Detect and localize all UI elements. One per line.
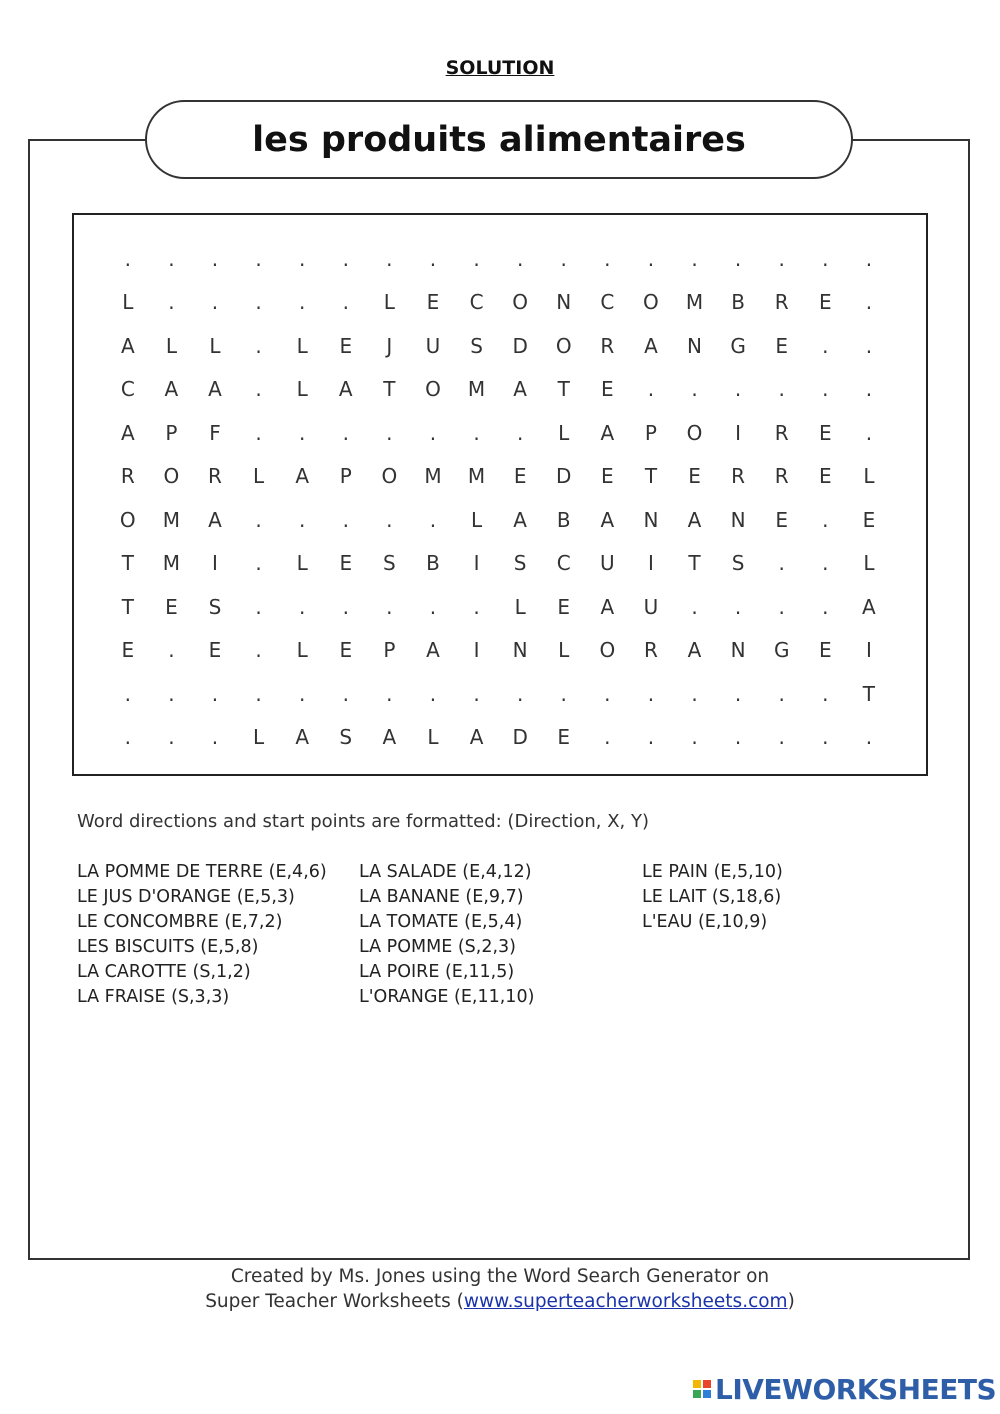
grid-cell: A xyxy=(295,464,310,489)
grid-cell: P xyxy=(339,464,352,489)
logo-block xyxy=(693,1380,701,1388)
word-entry: L'EAU (E,10,9) xyxy=(642,912,768,932)
grid-cell: L xyxy=(863,551,875,576)
grid-cell: . xyxy=(647,377,655,402)
word-entry: LA POMME (S,2,3) xyxy=(359,937,516,957)
grid-cell: C xyxy=(556,551,571,576)
grid-cell: . xyxy=(255,290,262,315)
grid-cell: . xyxy=(211,681,219,706)
grid-cell: . xyxy=(691,246,698,271)
grid-cell: R xyxy=(643,638,658,663)
grid-cell: . xyxy=(865,725,873,750)
grid-cell: . xyxy=(778,594,785,619)
grid-cell: A xyxy=(600,507,615,532)
grid-cell: I xyxy=(473,551,480,576)
word-list-column-2 xyxy=(359,860,534,1010)
grid-cell: S xyxy=(383,551,396,576)
grid-cell: E xyxy=(775,333,789,358)
grid-cell: L xyxy=(558,638,570,663)
word-entry: LA POIRE (E,11,5) xyxy=(359,962,515,982)
grid-cell: L xyxy=(514,594,526,619)
grid-cell: . xyxy=(734,246,742,271)
grid-cell: L xyxy=(558,420,570,445)
grid-cell: B xyxy=(731,290,745,315)
grid-cell: O xyxy=(381,464,398,489)
grid-cell: . xyxy=(516,420,524,445)
superteacher-link[interactable]: www.superteacherworksheets.com xyxy=(463,1291,788,1312)
word-entry: LA FRAISE (S,3,3) xyxy=(77,987,230,1007)
grid-cell: . xyxy=(822,551,829,576)
grid-cell: . xyxy=(778,551,785,576)
grid-cell: . xyxy=(429,507,437,532)
grid-cell: I xyxy=(865,638,872,663)
grid-cell: L xyxy=(296,377,308,402)
grid-cell: . xyxy=(822,333,829,358)
worksheet-title: les produits alimentaires xyxy=(145,100,853,179)
grid-cell: L xyxy=(165,333,177,358)
grid-cell: . xyxy=(255,377,262,402)
grid-cell: E xyxy=(601,377,614,402)
grid-cell: . xyxy=(386,507,393,532)
grid-cell: A xyxy=(469,725,484,750)
grid-cell: . xyxy=(386,246,393,271)
grid-cell: . xyxy=(342,290,349,315)
grid-cell: D xyxy=(512,725,528,750)
grid-cell: . xyxy=(342,594,349,619)
grid-cell: . xyxy=(255,507,262,532)
word-entry: LE JUS D'ORANGE (E,5,3) xyxy=(77,887,295,907)
grid-cell: . xyxy=(429,246,437,271)
solution-heading: SOLUTION xyxy=(445,57,555,79)
word-list-column-1 xyxy=(77,860,327,1010)
grid-cell: . xyxy=(604,246,611,271)
grid-cell: E xyxy=(557,725,571,750)
grid-cell: I xyxy=(735,420,742,445)
grid-cell: R xyxy=(774,290,789,315)
grid-cell: . xyxy=(691,594,698,619)
grid-cell: O xyxy=(555,333,572,358)
logo-block xyxy=(703,1390,711,1398)
grid-cell: S xyxy=(731,551,745,576)
word-entry: L'ORANGE (E,11,10) xyxy=(359,987,535,1007)
grid-cell: . xyxy=(691,377,698,402)
grid-cell: I xyxy=(212,551,218,576)
grid-cell: . xyxy=(255,594,262,619)
grid-cell: . xyxy=(516,681,524,706)
grid-cell: . xyxy=(604,725,611,750)
grid-cell: . xyxy=(255,246,262,271)
grid-cell: L xyxy=(296,333,308,358)
grid-cell: N xyxy=(687,333,702,358)
grid-cell: . xyxy=(342,246,349,271)
grid-cell: . xyxy=(865,333,873,358)
grid-cell: C xyxy=(469,290,484,315)
grid-cell: . xyxy=(168,638,175,663)
grid-cell: T xyxy=(121,594,134,619)
credit-prefix: Super Teacher Worksheets ( xyxy=(205,1291,464,1312)
grid-cell: E xyxy=(775,507,789,532)
grid-cell: L xyxy=(296,551,308,576)
grid-cell: I xyxy=(473,638,480,663)
grid-cell: O xyxy=(686,420,703,445)
grid-cell: E xyxy=(426,290,440,315)
grid-cell: N xyxy=(556,290,572,315)
grid-cell: U xyxy=(643,594,659,619)
grid-cell: E xyxy=(862,507,876,532)
grid-cell: . xyxy=(560,246,567,271)
grid-cell: M xyxy=(162,551,181,576)
grid-cell: S xyxy=(470,333,483,358)
word-entry: LA TOMATE (E,5,4) xyxy=(359,912,523,932)
grid-cell: . xyxy=(734,377,742,402)
grid-cell: L xyxy=(296,638,308,663)
grid-cell: . xyxy=(298,420,306,445)
grid-cell: M xyxy=(467,377,486,402)
word-entry: LA POMME DE TERRE (E,4,6) xyxy=(77,862,327,882)
grid-cell: R xyxy=(120,464,135,489)
grid-cell: M xyxy=(162,507,181,532)
grid-cell: . xyxy=(473,681,480,706)
grid-cell: L xyxy=(470,507,483,532)
word-entry: LA BANANE (E,9,7) xyxy=(359,887,524,907)
grid-cell: E xyxy=(818,638,832,663)
word-entry: LA CAROTTE (S,1,2) xyxy=(77,962,251,982)
grid-cell: . xyxy=(865,420,873,445)
grid-cell: . xyxy=(647,725,655,750)
grid-cell: N xyxy=(643,507,659,532)
grid-cell: T xyxy=(121,551,134,576)
grid-cell: E xyxy=(165,594,178,619)
grid-cell: A xyxy=(513,377,527,402)
grid-cell: M xyxy=(467,464,486,489)
grid-cell: . xyxy=(822,246,829,271)
grid-cell: N xyxy=(512,638,528,663)
grid-cell: L xyxy=(863,464,875,489)
grid-cell: U xyxy=(600,551,615,576)
grid-cell: A xyxy=(862,594,876,619)
grid-cell: . xyxy=(734,725,742,750)
grid-cell: . xyxy=(298,681,306,706)
grid-cell: R xyxy=(731,464,746,489)
grid-cell: . xyxy=(429,594,437,619)
grid-cell: A xyxy=(295,725,310,750)
grid-cell: P xyxy=(165,420,178,445)
word-entry: LE LAIT (S,18,6) xyxy=(642,887,782,907)
grid-cell: O xyxy=(425,377,441,402)
grid-cell: M xyxy=(685,290,704,315)
grid-cell: E xyxy=(121,638,135,663)
credit-line-2 xyxy=(0,1289,1000,1314)
grid-cell: . xyxy=(778,246,785,271)
grid-cell: M xyxy=(424,464,442,489)
grid-cell: . xyxy=(386,681,393,706)
grid-cell: A xyxy=(208,377,222,402)
credit-footer xyxy=(0,1264,1000,1314)
grid-cell: A xyxy=(338,377,353,402)
grid-cell: . xyxy=(734,681,742,706)
grid-cell: E xyxy=(339,333,353,358)
grid-cell: A xyxy=(164,377,179,402)
word-entry: LA SALADE (E,4,12) xyxy=(359,862,532,882)
grid-cell: . xyxy=(473,246,480,271)
grid-cell: F xyxy=(209,420,221,445)
grid-cell: O xyxy=(599,638,616,663)
grid-cell: . xyxy=(124,246,131,271)
grid-cell: . xyxy=(255,551,262,576)
logo-blocks-icon xyxy=(693,1380,711,1398)
grid-cell: . xyxy=(429,681,437,706)
grid-cell: A xyxy=(687,507,702,532)
grid-cell: S xyxy=(208,594,222,619)
grid-cell: O xyxy=(119,507,136,532)
grid-cell: C xyxy=(600,290,615,315)
grid-cell: A xyxy=(687,638,702,663)
grid-cell: . xyxy=(778,681,785,706)
word-entry: LE PAIN (E,5,10) xyxy=(642,862,783,882)
grid-cell: . xyxy=(255,638,262,663)
grid-cell: P xyxy=(383,638,396,663)
grid-cell: . xyxy=(168,290,175,315)
grid-cell: E xyxy=(818,464,832,489)
grid-cell: J xyxy=(386,333,393,358)
grid-cell: . xyxy=(342,507,349,532)
grid-cell: . xyxy=(822,507,829,532)
grid-cell: . xyxy=(865,290,873,315)
word-search-box xyxy=(72,213,928,776)
logo-text: LIVEWORKSHEETS xyxy=(715,1372,997,1406)
grid-cell: . xyxy=(211,246,219,271)
grid-cell: G xyxy=(773,638,790,663)
grid-cell: A xyxy=(120,420,135,445)
grid-cell: . xyxy=(865,246,873,271)
grid-cell: L xyxy=(122,290,134,315)
grid-cell: . xyxy=(734,594,742,619)
grid-cell: . xyxy=(298,246,306,271)
grid-cell: . xyxy=(647,246,655,271)
grid-cell: . xyxy=(778,725,785,750)
grid-cell: T xyxy=(383,377,396,402)
grid-cell: B xyxy=(426,551,440,576)
grid-cell: . xyxy=(560,681,567,706)
grid-cell: R xyxy=(600,333,615,358)
grid-cell: G xyxy=(730,333,746,358)
grid-cell: . xyxy=(211,290,219,315)
grid-cell: E xyxy=(513,464,527,489)
grid-cell: E xyxy=(818,420,832,445)
grid-cell: . xyxy=(778,377,785,402)
grid-cell: . xyxy=(822,681,829,706)
grid-cell: . xyxy=(342,681,349,706)
grid-cell: A xyxy=(600,594,615,619)
grid-cell: S xyxy=(513,551,527,576)
grid-cell: T xyxy=(557,377,570,402)
instructions-text: Word directions and start points are formatted: (Direction, X, Y) xyxy=(77,811,650,832)
grid-cell: . xyxy=(255,681,262,706)
grid-cell: . xyxy=(822,725,829,750)
grid-cell: . xyxy=(473,420,480,445)
grid-cell: A xyxy=(644,333,658,358)
grid-cell: . xyxy=(516,246,524,271)
grid-cell: N xyxy=(730,507,746,532)
credit-suffix: ) xyxy=(787,1291,795,1312)
grid-cell: L xyxy=(427,725,439,750)
grid-cell: A xyxy=(382,725,397,750)
grid-cell: . xyxy=(211,725,219,750)
grid-cell: . xyxy=(124,725,131,750)
grid-cell: . xyxy=(647,681,655,706)
grid-cell: . xyxy=(124,681,131,706)
grid-cell: B xyxy=(556,507,571,532)
grid-cell: E xyxy=(339,638,353,663)
grid-cell: L xyxy=(253,464,265,489)
grid-cell: . xyxy=(691,681,698,706)
grid-cell: L xyxy=(383,290,395,315)
credit-line-1: Created by Ms. Jones using the Word Search Generator on xyxy=(230,1266,770,1287)
grid-cell: . xyxy=(604,681,611,706)
grid-cell: . xyxy=(298,594,306,619)
grid-cell: T xyxy=(688,551,701,576)
grid-cell: A xyxy=(208,507,222,532)
grid-cell: . xyxy=(168,725,175,750)
grid-cell: O xyxy=(643,290,659,315)
grid-cell: . xyxy=(298,507,306,532)
grid-cell: D xyxy=(512,333,528,358)
grid-cell: E xyxy=(557,594,571,619)
grid-cell: . xyxy=(168,246,175,271)
grid-cell: A xyxy=(426,638,440,663)
grid-cell: L xyxy=(209,333,221,358)
grid-cell: E xyxy=(339,551,353,576)
grid-cell: . xyxy=(691,725,698,750)
grid-cell: C xyxy=(120,377,135,402)
grid-cell: . xyxy=(822,594,829,619)
grid-cell: S xyxy=(339,725,353,750)
liveworksheets-logo[interactable] xyxy=(693,1374,996,1404)
logo-block xyxy=(703,1380,711,1388)
grid-cell: . xyxy=(168,681,175,706)
word-list-column-3 xyxy=(642,860,783,935)
grid-cell: . xyxy=(255,420,262,445)
grid-cell: . xyxy=(386,420,393,445)
grid-cell: R xyxy=(208,464,222,489)
grid-cell: . xyxy=(822,377,829,402)
grid-cell: I xyxy=(647,551,654,576)
grid-cell: E xyxy=(601,464,614,489)
grid-cell: . xyxy=(255,333,262,358)
grid-cell: R xyxy=(774,464,789,489)
grid-cell: E xyxy=(818,290,832,315)
word-entry: LES BISCUITS (E,5,8) xyxy=(77,937,259,957)
grid-cell: . xyxy=(386,594,393,619)
word-entry: LE CONCOMBRE (E,7,2) xyxy=(77,912,283,932)
grid-cell: O xyxy=(163,464,180,489)
grid-cell: A xyxy=(600,420,615,445)
grid-cell: . xyxy=(429,420,437,445)
logo-block xyxy=(693,1390,701,1398)
grid-cell: E xyxy=(208,638,222,663)
grid-cell: L xyxy=(253,725,265,750)
grid-cell: U xyxy=(425,333,441,358)
grid-cell: . xyxy=(298,290,306,315)
grid-cell: T xyxy=(862,681,875,706)
grid-cell: . xyxy=(342,420,349,445)
grid-cell: . xyxy=(473,594,480,619)
grid-cell: R xyxy=(774,420,789,445)
grid-cell: E xyxy=(688,464,701,489)
grid-cell: T xyxy=(644,464,658,489)
grid-cell: N xyxy=(730,638,746,663)
grid-cell: A xyxy=(120,333,135,358)
grid-cell: A xyxy=(513,507,527,532)
word-search-grid xyxy=(106,237,891,759)
grid-cell: O xyxy=(512,290,529,315)
grid-cell: P xyxy=(644,420,657,445)
grid-cell: . xyxy=(865,377,873,402)
grid-cell: D xyxy=(556,464,572,489)
